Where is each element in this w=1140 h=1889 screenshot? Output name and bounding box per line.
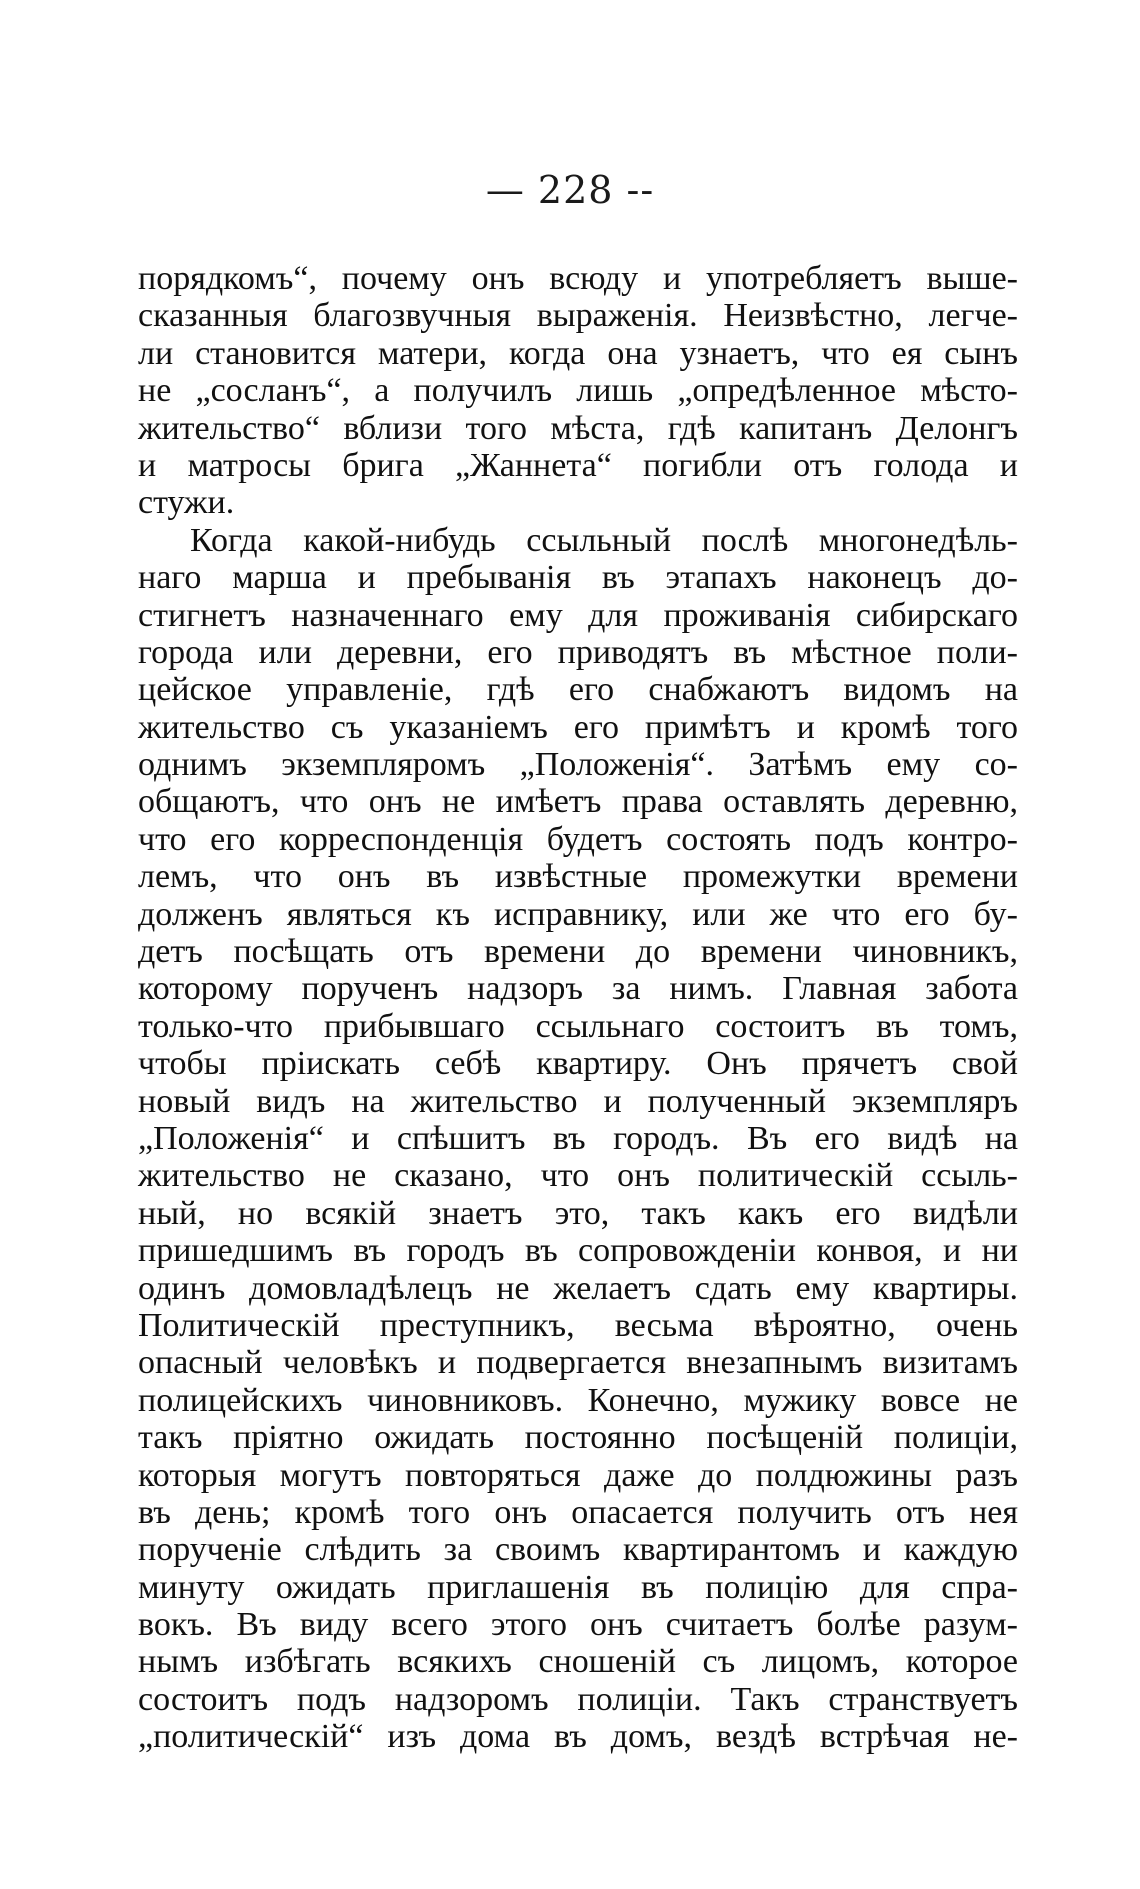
text-line: „Положенія“ и спѣшитъ въ городъ. Въ его видѣ на bbox=[138, 1119, 1018, 1157]
text-line: ный, но всякій знаетъ это, такъ какъ его видѣли bbox=[138, 1194, 1018, 1232]
text-line: не „сосланъ“, а получилъ лишь „опредѣленное мѣсто- bbox=[138, 372, 1018, 410]
text-line: стужи. bbox=[138, 484, 235, 522]
text-line: нымъ избѣгать всякихъ сношеній съ лицомъ, которое bbox=[138, 1643, 1018, 1681]
text-line: чтобы пріискать себѣ квартиру. Онъ прячетъ свой bbox=[138, 1045, 1018, 1083]
text-line: наго марша и пребыванія въ этапахъ наконецъ до- bbox=[138, 559, 1018, 597]
text-line: въ день; кромѣ того онъ опасается получить отъ нея bbox=[138, 1493, 1018, 1531]
text-line: долженъ являться къ исправнику, или же что его бу- bbox=[138, 895, 1018, 933]
text-line: которому порученъ надзоръ за нимъ. Главная забота bbox=[138, 970, 1018, 1008]
text-line: вокъ. Въ виду всего этого онъ считаетъ болѣе разум- bbox=[138, 1606, 1018, 1644]
text-line: детъ посѣщать отъ времени до времени чиновникъ, bbox=[138, 933, 1018, 971]
text-line: Когда какой-нибудь ссыльный послѣ многонедѣль- bbox=[190, 521, 1018, 559]
text-line: и матросы брига „Жаннета“ погибли отъ голода и bbox=[138, 446, 1018, 484]
text-line: жительство съ указаніемъ его примѣтъ и кромѣ того bbox=[138, 708, 1018, 746]
text-line: состоитъ подъ надзоромъ полиціи. Такъ странствуетъ bbox=[138, 1680, 1018, 1718]
text-line: новый видъ на жительство и полученный экземпляръ bbox=[138, 1082, 1018, 1120]
text-line: опасный человѣкъ и подвергается внезапнымъ визитамъ bbox=[138, 1344, 1018, 1382]
text-line: общаютъ, что онъ не имѣетъ права оставлять деревню, bbox=[138, 783, 1018, 821]
text-line: жительство не сказано, что онъ политическій ссыль- bbox=[138, 1157, 1018, 1195]
text-line: сказанныя благозвучныя выраженія. Неизвѣстно, легче- bbox=[138, 297, 1018, 335]
text-line: Политическій преступникъ, весьма вѣроятно, очень bbox=[138, 1306, 1018, 1344]
page-number: — 228 -- bbox=[485, 168, 655, 212]
text-line: жительство“ вблизи того мѣста, гдѣ капитанъ Делонгъ bbox=[138, 409, 1018, 447]
text-line: порученіе слѣдить за своимъ квартирантомъ и каждую bbox=[138, 1531, 1018, 1569]
text-line: что его корреспонденція будетъ состоять подъ контро- bbox=[138, 820, 1018, 858]
text-line: одинъ домовладѣлецъ не желаетъ сдать ему квартиры. bbox=[138, 1269, 1018, 1307]
text-line: пришедшимъ въ городъ въ сопровожденіи конвоя, и ни bbox=[138, 1232, 1018, 1270]
text-line: города или деревни, его приводятъ въ мѣстное поли- bbox=[138, 633, 1018, 671]
text-line: полицейскихъ чиновниковъ. Конечно, мужику вовсе не bbox=[138, 1381, 1018, 1419]
text-line: такъ пріятно ожидать постоянно посѣщеній полиціи, bbox=[138, 1419, 1018, 1457]
text-line: стигнетъ назначеннаго ему для проживанія сибирскаго bbox=[138, 596, 1018, 634]
text-line: однимъ экземпляромъ „Положенія“. Затѣмъ ему со- bbox=[138, 746, 1018, 784]
text-line: порядкомъ“, почему онъ всюду и употребляетъ выше- bbox=[138, 260, 1018, 297]
text-line: цейское управленіе, гдѣ его снабжаютъ видомъ на bbox=[138, 671, 1018, 709]
text-line: которыя могутъ повторяться даже до полдюжины разъ bbox=[138, 1456, 1018, 1494]
text-line: лемъ, что онъ въ извѣстные промежутки времени bbox=[138, 858, 1018, 896]
text-line: ли становится матери, когда она узнаетъ, что ея сынъ bbox=[138, 334, 1018, 372]
text-line: только-что прибывшаго ссыльнаго состоитъ въ томъ, bbox=[138, 1007, 1018, 1045]
text-line: „политическій“ изъ дома въ домъ, вездѣ встрѣчая не- bbox=[138, 1718, 1018, 1756]
text-line: минуту ожидать приглашенія въ полицію для спра- bbox=[138, 1568, 1018, 1606]
body-text bbox=[138, 260, 1018, 1756]
